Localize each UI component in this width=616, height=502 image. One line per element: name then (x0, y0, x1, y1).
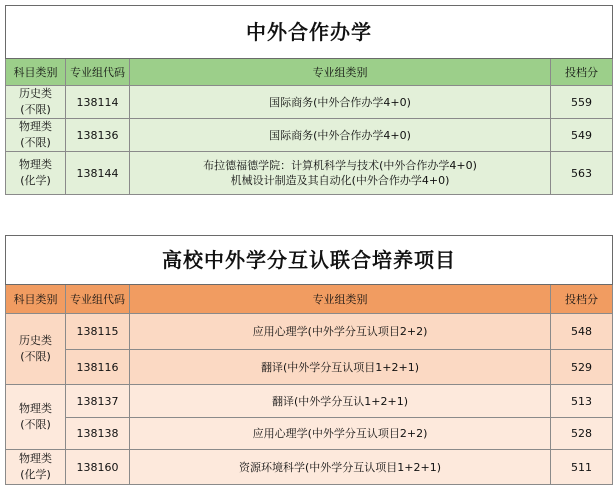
credit-mutual-recognition-table (5, 235, 613, 485)
table-row (6, 418, 613, 450)
table1-title: 中外合作办学 (6, 6, 613, 59)
table-row (6, 152, 613, 195)
header-score: 投档分 (551, 59, 613, 86)
table-row (6, 385, 613, 418)
subject-category-cell: 物理类 (化学) (6, 152, 66, 195)
table-row (6, 119, 613, 152)
score-cell: 548 (551, 314, 613, 350)
table2-header-row (6, 285, 613, 314)
group-code-cell: 138136 (66, 119, 130, 152)
subject-category-cell: 物理类 (化学) (6, 450, 66, 485)
header-subject-category: 科目类别 (6, 285, 66, 314)
header-subject-category: 科目类别 (6, 59, 66, 86)
group-code-cell: 138137 (66, 385, 130, 418)
table-row (6, 314, 613, 350)
score-cell: 511 (551, 450, 613, 485)
subject-category-cell: 物理类 (不限) (6, 119, 66, 152)
group-code-cell: 138115 (66, 314, 130, 350)
group-code-cell: 138138 (66, 418, 130, 450)
header-score: 投档分 (551, 285, 613, 314)
score-cell: 559 (551, 86, 613, 119)
group-type-cell: 翻译(中外学分互认项目1+2+1) (130, 350, 551, 385)
table-row (6, 86, 613, 119)
header-group-code: 专业组代码 (66, 285, 130, 314)
table-row (6, 350, 613, 385)
group-type-cell: 翻译(中外学分互认1+2+1) (130, 385, 551, 418)
group-code-cell: 138116 (66, 350, 130, 385)
group-type-cell: 应用心理学(中外学分互认项目2+2) (130, 314, 551, 350)
group-code-cell: 138114 (66, 86, 130, 119)
score-cell: 529 (551, 350, 613, 385)
table2-title: 高校中外学分互认联合培养项目 (6, 236, 613, 285)
group-type-cell: 应用心理学(中外学分互认项目2+2) (130, 418, 551, 450)
table1-header-row (6, 59, 613, 86)
table-row (6, 450, 613, 485)
group-code-cell: 138160 (66, 450, 130, 485)
group-type-cell: 国际商务(中外合作办学4+0) (130, 86, 551, 119)
group-type-cell: 资源环境科学(中外学分互认项目1+2+1) (130, 450, 551, 485)
group-code-cell: 138144 (66, 152, 130, 195)
header-group-code: 专业组代码 (66, 59, 130, 86)
sino-foreign-cooperation-table (5, 5, 613, 195)
subject-category-cell: 物理类 (不限) (6, 385, 66, 450)
group-type-cell: 布拉德福德学院：计算机科学与技术(中外合作办学4+0) 机械设计制造及其自动化(中外合作办学4+0) (130, 152, 551, 195)
header-group-type: 专业组类别 (130, 59, 551, 86)
group-type-cell: 国际商务(中外合作办学4+0) (130, 119, 551, 152)
score-cell: 563 (551, 152, 613, 195)
score-cell: 513 (551, 385, 613, 418)
score-cell: 528 (551, 418, 613, 450)
subject-category-cell: 历史类 (不限) (6, 86, 66, 119)
header-group-type: 专业组类别 (130, 285, 551, 314)
subject-category-cell: 历史类 (不限) (6, 314, 66, 385)
score-cell: 549 (551, 119, 613, 152)
